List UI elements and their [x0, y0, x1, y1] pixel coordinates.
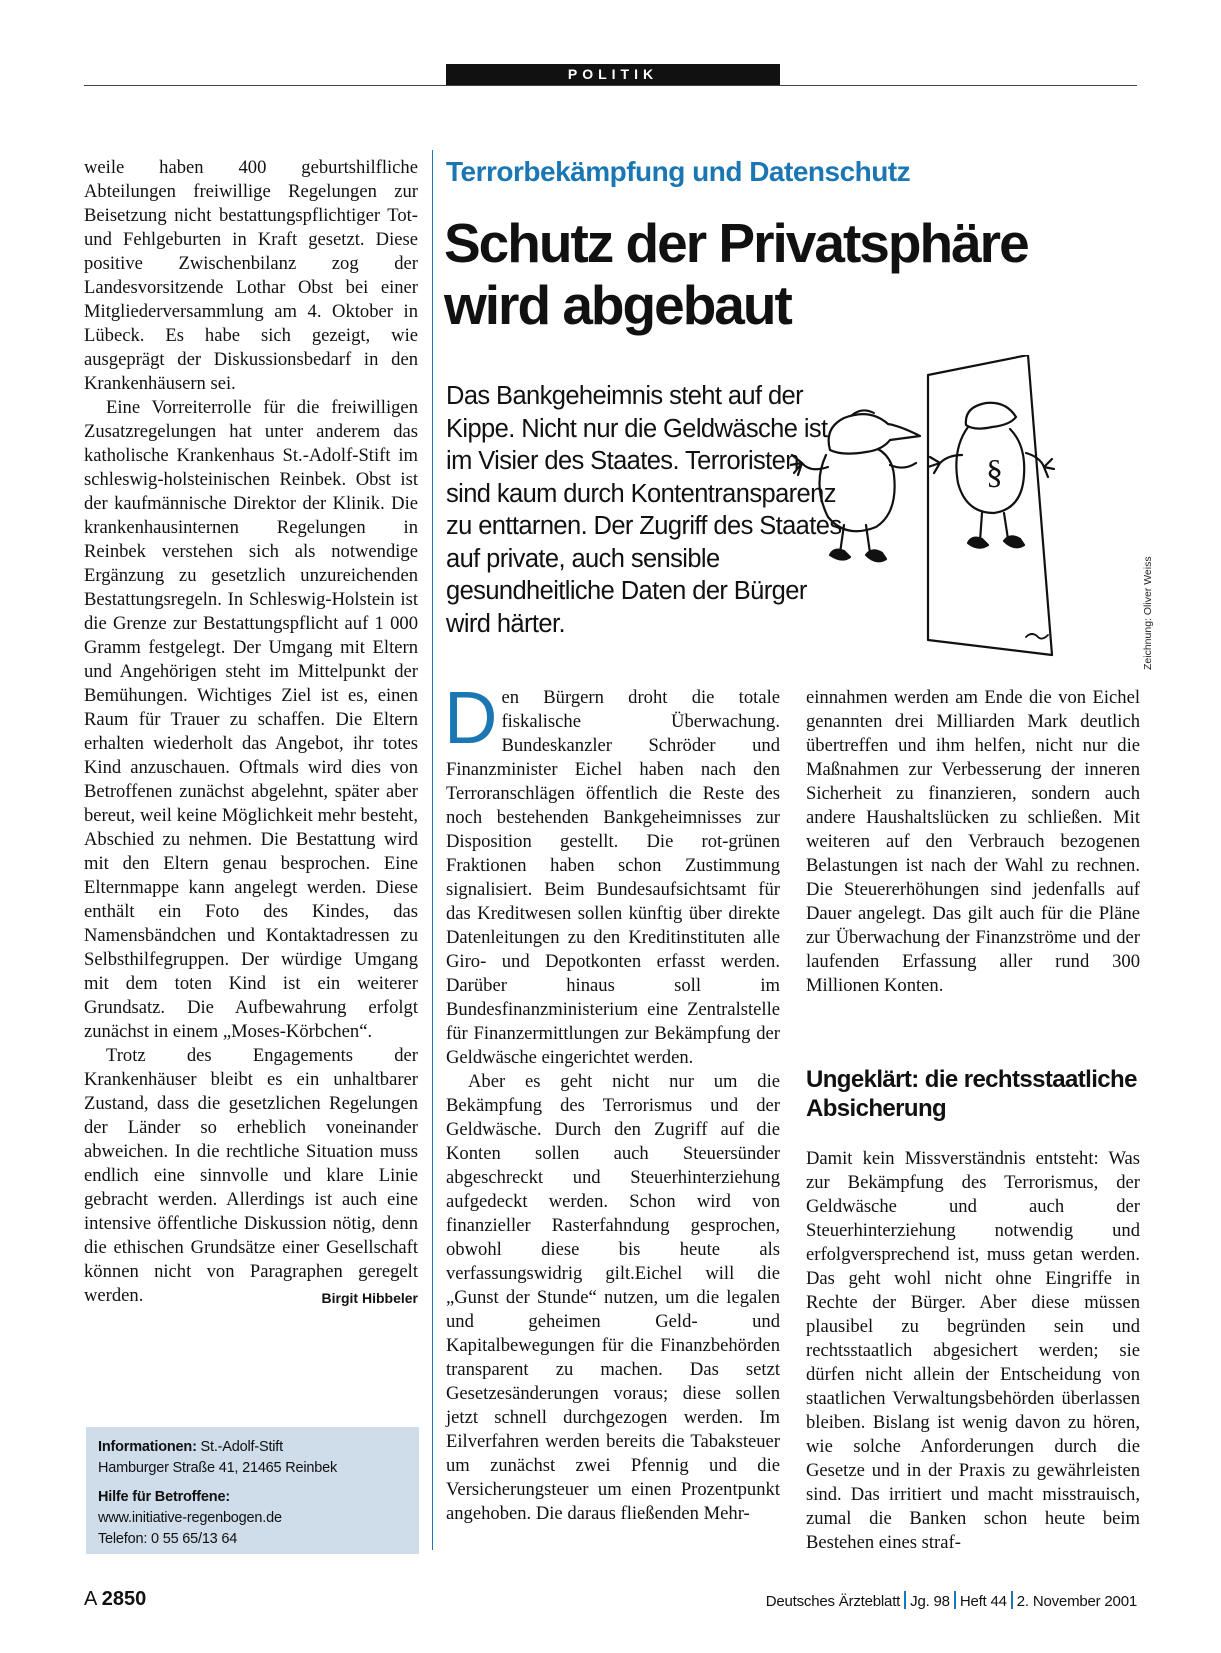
drop-cap: D — [444, 676, 498, 759]
right-column-top — [806, 686, 1140, 998]
header-rule — [84, 85, 1137, 86]
help-url[interactable]: www.initiative-regenbogen.de — [98, 1510, 282, 1526]
page-number — [84, 1588, 146, 1611]
left-column — [84, 156, 418, 1310]
journal-date: 2. November 2001 — [1016, 1593, 1137, 1610]
journal-name: Deutsches Ärzteblatt — [765, 1593, 901, 1610]
journal-footer — [766, 1591, 1137, 1610]
article-kicker: Terrorbekämpfung und Datenschutz — [446, 156, 911, 187]
section-label: POLITIK — [446, 64, 780, 85]
journal-issue: Heft 44 — [959, 1593, 1007, 1610]
cartoon-illustration — [790, 355, 1130, 675]
article-subhead: Ungeklärt: die rechtsstaatliche Absicherung — [806, 1066, 1137, 1122]
right-column-bottom — [806, 1147, 1140, 1555]
column-divider — [432, 150, 433, 1550]
info-address: Hamburger Straße 41, 21465 Reinbek — [98, 1460, 338, 1476]
middle-column — [444, 676, 780, 1526]
left-paragraph-1: weile haben 400 geburtshilfliche Abteilungen freiwillige Regelungen zur Beisetzung nicht bestattungspflichtiger Tot- und Fehlgeburten in Kraft gesetzt. Diese positive Zwischenbilanz zog der Landesvorsitzende Lothar Obst bei einer Mitgliederversammlung am 4. Oktober in Lübeck. Es habe sich gezeigt, wie ausgeprägt der Diskussionsbedarf in den Krankenhäusern sei. — [84, 157, 418, 394]
journal-volume: Jg. 98 — [910, 1593, 950, 1610]
image-credit: Zeichnung: Oliver Weiss — [1142, 556, 1154, 670]
headline-line-1: Schutz der Privatsphäre — [444, 212, 1028, 274]
info-box — [86, 1427, 419, 1554]
left-paragraph-2: Eine Vorreiterrolle für die freiwilligen Zusatzregelungen hat unter anderem das katholische Krankenhaus St.-Adolf-Stift im schleswig-holsteinischen Reinbek. Obst ist der kaufmännische Direktor der Klinik. Die krankenhausinternen Regelungen in Reinbek verstehen sich als notwendige Ergänzung zu gesetzlich unzureichenden Bestattungsregeln. In Schleswig-Holstein ist die Grenze zur Bestattungspflicht auf 1 000 Gramm festgelegt. Der Umgang mit Eltern und Angehörigen steht im Mittelpunkt der Bemühungen. Wichtiges Ziel ist es, einen Raum für Trauer zu schaffen. Die Eltern erhalten wiederholt das Angebot, ihr totes Kind anzuschauen. Oftmals wird dies von Betroffenen zunächst abgelehnt, später aber bereut, weil keine Möglichkeit mehr besteht, Abschied zu nehmen. Die Bestattung wird mit den Eltern genau besprochen. Eine Elternmappe kann angelegt werden. Diese enthält ein Foto des Kindes, das Namensbändchen und Kontaktadressen zu Selbsthilfegruppen. Der würdige Umgang mit dem toten Kind ist ein weiterer Grundsatz. Die Aufbewahrung erfolgt zunächst in einem „Moses-Körbchen“. — [84, 397, 418, 1042]
article-lead: Das Bankgeheimnis steht auf der Kippe. Nicht nur die Geldwäsche ist im Visier des Staates. Terroristen sind kaum durch Kontentransparenz zu enttarnen. Der Zugriff des Staates auf private, auch sensible gesundheitliche Daten der Bürger wird härter. — [446, 382, 842, 638]
right-paragraph-1: einnahmen werden am Ende die von Eichel genannten drei Milliarden Mark deutlich übertreffen und ihm helfen, nicht nur die Maßnahmen zur Verbesserung der inneren Sicherheit zu finanzieren, sondern auch andere Haushaltslücken zu schließen. Mit weiteren auf den Verbrauch bezogenen Belastungen ist nach der Wahl zu rechnen. Die Steuererhöhungen sind jedenfalls auf Dauer angelegt. Das gilt auch für die Pläne zur Überwachung der Finanzströme und der laufenden Erfassung aller rund 300 Millionen Konten. — [806, 687, 1140, 996]
mid-paragraph-1: en Bürgern droht die totale fiskalische Überwachung. Bundeskanzler Schröder und Finanzminister Eichel haben nach den Terroranschlägen öffentlich die Reste des noch bestehenden Bankgeheimnisses zur Disposition gestellt. Die rot-grünen Fraktionen haben schon Zustimmung signalisiert. Beim Bundesaufsichtsamt für das Kreditwesen sollen künftig über direkte Datenleitungen zu den Kreditinstituten alle Giro- und Depotkonten erfasst werden. Darüber hinaus soll im Bundesfinanzministerium eine Zentralstelle für Finanzermittlungen zur Bekämpfung der Geldwäsche eingerichtet werden. — [446, 687, 780, 1068]
article-headline — [444, 212, 1028, 336]
svg-text:§: § — [986, 454, 1003, 491]
left-paragraph-3: Trotz des Engagements der Krankenhäuser bleibt es ein unhaltbarer Zustand, dass die gesetzlichen Regelungen der Länder so erheblich voneinander abweichen. In die rechtliche Situation muss endlich eine sinnvolle und klare Linie gebracht werden. Allerdings ist auch eine intensive öffentliche Diskussion nötig, denn die ethischen Grundsätze einer Gesellschaft können nicht von Paragraphen geregelt werden. — [84, 1045, 418, 1306]
info-label: Informationen: — [98, 1439, 197, 1455]
author-byline: Birgit Hibbeler — [321, 1290, 418, 1306]
help-phone: Telefon: 0 55 65/13 64 — [98, 1531, 238, 1547]
help-label: Hilfe für Betroffene: — [98, 1489, 230, 1505]
page-prefix: A — [84, 1588, 102, 1610]
info-name: St.-Adolf-Stift — [196, 1439, 283, 1455]
right-paragraph-2: Damit kein Missverständnis entsteht: Was zur Bekämpfung des Terrorismus, der Geldwäsche und auch der Steuerhinterziehung notwendig und erfolgversprechend ist, muss getan werden. Das geht wohl nicht ohne Eingriffe in Rechte der Bürger. Aber diese müssen plausibel zu begründen sein und rechtsstaatlich abgesichert werden; sie dürfen nicht allein der Entscheidung von staatlichen Verwaltungsbehörden überlassen bleiben. Bislang ist wenig davon zu hören, wie solche Anforderungen durch die Gesetze und in der Praxis zu gewährleisten sind. Das irritiert und macht misstrauisch, zumal die Banken schon heute beim Bestehen eines straf- — [806, 1148, 1140, 1553]
headline-line-2: wird abgebaut — [444, 274, 791, 336]
mid-paragraph-2: Aber es geht nicht nur um die Bekämpfung des Terrorismus und der Geldwäsche. Durch den Zugriff auf die Konten sollen auch Steuersünder abgeschreckt und Steuerhinterziehung aufgedeckt werden. Schon wird von finanzieller Rasterfahndung gesprochen, obwohl diese bis heute als verfassungswidrig gilt.Eichel will die „Gunst der Stunde“ nutzen, um die legalen und geheimen Geld- und Kapitalbewegungen für die Finanzbehörden transparent zu machen. Das setzt Gesetzesänderungen voraus; diese sollen jetzt schnell durchgezogen werden. Im Eilverfahren werden bereits die Tabaksteuer um zunächst zwei Pfennig und die Versicherungsteuer um einen Prozentpunkt angehoben. Die daraus fließenden Mehr- — [446, 1071, 780, 1524]
page-number-value: 2850 — [101, 1588, 147, 1610]
